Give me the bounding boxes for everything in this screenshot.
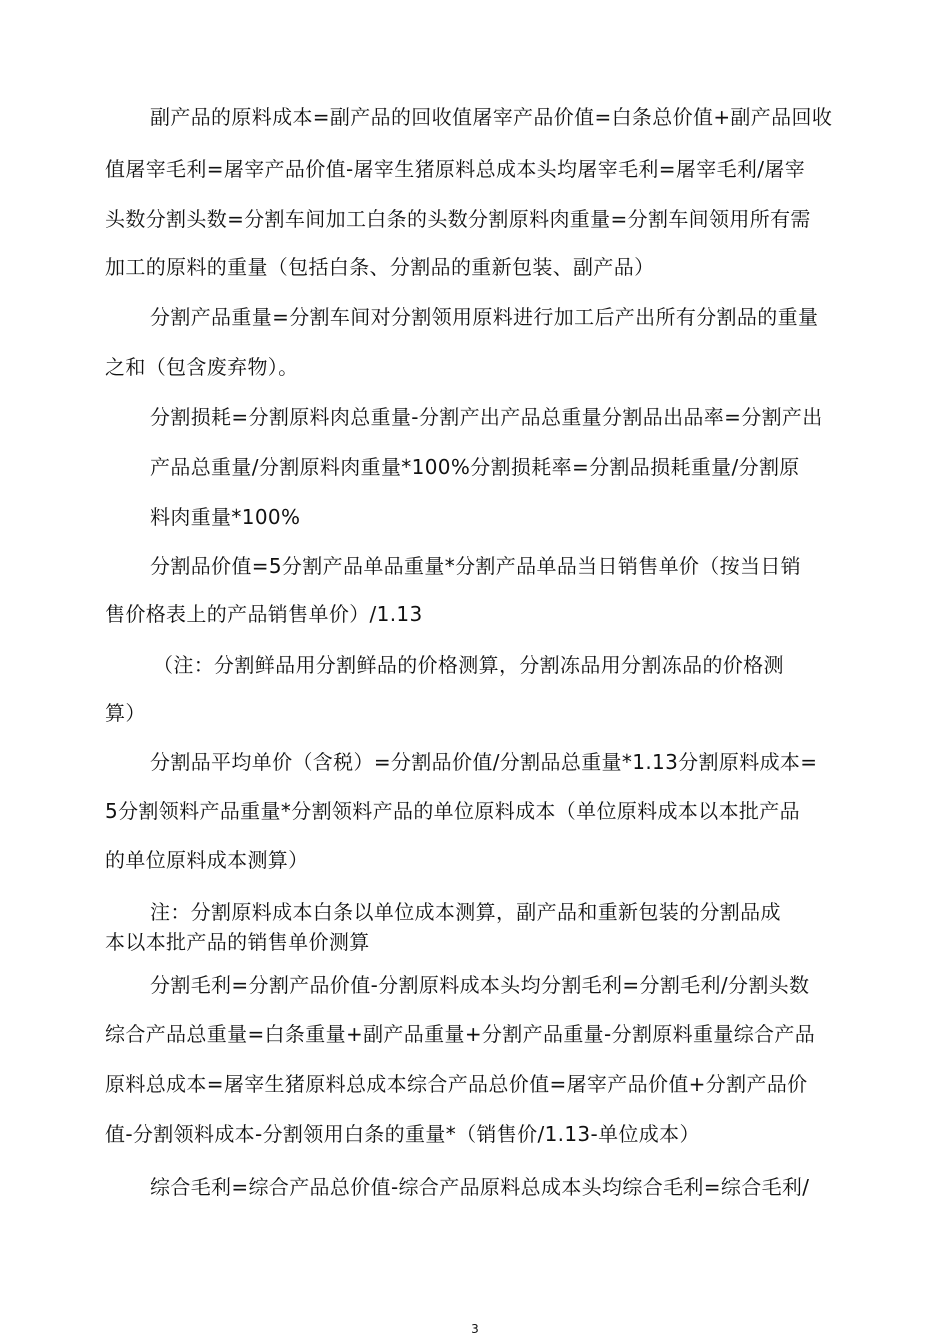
text-line: 5分割领料产品重量*分割领料产品的单位原料成本（单位原料成本以本批产品 <box>105 799 800 823</box>
text-line: 原料总成本=屠宰生猪原料总成本综合产品总价值=屠宰产品价值+分割产品价 <box>105 1072 808 1096</box>
text-line: 分割品平均单价（含税）=分割品价值/分割品总重量*1.13分割原料成本= <box>150 750 818 774</box>
text-line: 分割品价值=5分割产品单品重量*分割产品单品当日销售单价（按当日销 <box>150 554 802 578</box>
text-line: 本以本批产品的销售单价测算 <box>105 930 370 954</box>
text-line: （注：分割鲜品用分割鲜品的价格测算，分割冻品用分割冻品的价格测 <box>153 653 784 677</box>
text-line: 分割产品重量=分割车间对分割领用原料进行加工后产出所有分割品的重量 <box>150 305 819 329</box>
text-line: 分割毛利=分割产品价值-分割原料成本头均分割毛利=分割毛利/分割头数 <box>150 973 810 997</box>
text-line: 值屠宰毛利=屠宰产品价值-屠宰生猪原料总成本头均屠宰毛利=屠宰毛利/屠宰 <box>105 157 806 181</box>
text-line: 值-分割领料成本-分割领用白条的重量*（销售价/1.13-单位成本） <box>105 1122 700 1146</box>
text-line: 综合产品总重量=白条重量+副产品重量+分割产品重量-分割原料重量综合产品 <box>105 1022 816 1046</box>
text-line: 副产品的原料成本=副产品的回收值屠宰产品价值=白条总价值+副产品回收 <box>150 105 833 129</box>
text-line: 的单位原料成本测算） <box>105 848 309 872</box>
text-line: 综合毛利=综合产品总价值-综合产品原料总成本头均综合毛利=综合毛利/ <box>150 1175 810 1199</box>
text-line: 头数分割头数=分割车间加工白条的头数分割原料肉重量=分割车间领用所有需 <box>105 207 811 231</box>
text-line: 注：分割原料成本白条以单位成本测算，副产品和重新包装的分割品成 <box>150 900 781 924</box>
text-line: 算） <box>105 701 146 725</box>
text-line: 分割损耗=分割原料肉总重量-分割产出产品总重量分割品出品率=分割产出 <box>150 405 823 429</box>
text-line: 产品总重量/分割原料肉重量*100%分割损耗率=分割品损耗重量/分割原 <box>150 455 800 479</box>
page-number: 3 <box>471 1322 479 1336</box>
text-line: 料肉重量*100% <box>150 505 301 529</box>
text-line: 售价格表上的产品销售单价）/1.13 <box>105 602 423 626</box>
text-line: 之和（包含废弃物）。 <box>105 355 299 379</box>
text-line: 加工的原料的重量（包括白条、分割品的重新包装、副产品） <box>105 255 655 279</box>
